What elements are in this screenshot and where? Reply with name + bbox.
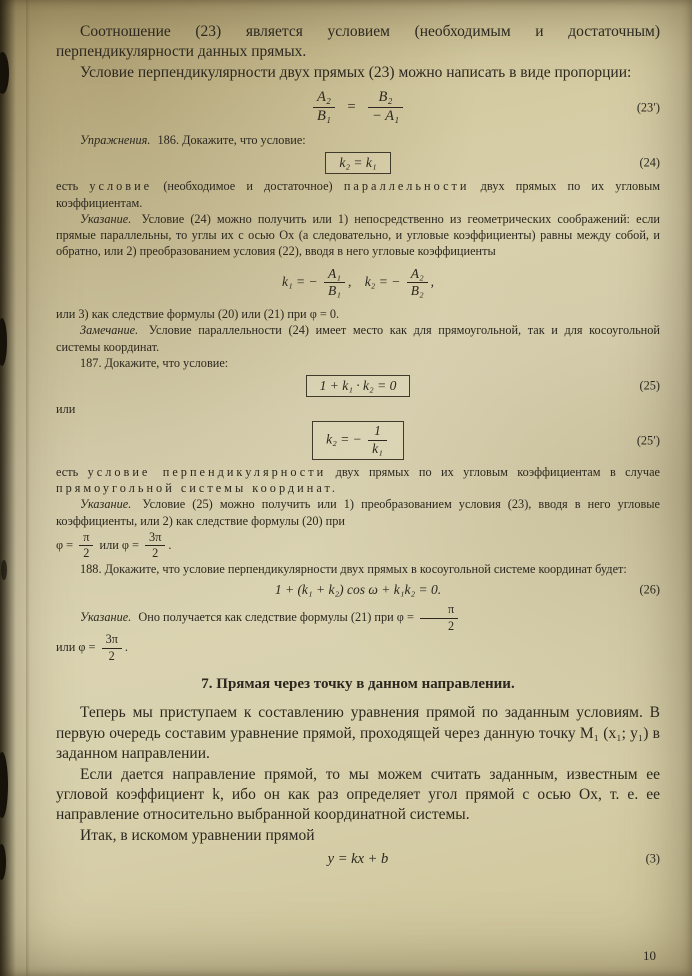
remark-text: Условие параллельности (24) имеет место как для прямоугольной, так и для косоугольной системы координат. <box>56 323 660 354</box>
fraction-denominator: B₁ <box>327 283 341 299</box>
equation-24-body: k₂ = k₁ <box>325 152 390 174</box>
remark-label: Замечание. <box>80 323 139 338</box>
fraction-numerator: 3π <box>102 633 122 649</box>
hint-188-text: Оно получается как следствие формулы (21) при φ = <box>138 609 414 624</box>
section-heading: 7. Прямая через точку в данном направлении. <box>201 676 515 693</box>
hint-187 <box>56 496 660 528</box>
text-run: есть <box>56 465 79 480</box>
fraction-numerator: π <box>420 603 458 619</box>
paragraph-perpendicular-condition <box>56 464 660 496</box>
paragraph-equation-setup: Теперь мы приступаем к составлению уравнения прямой по заданным условиям. В первую очередь составим уравнение прямой, проходящей через данную точку M₁ (x₁; y₁) в заданном направлении. <box>56 704 660 763</box>
phi-equals: φ = <box>56 537 74 552</box>
fraction-numerator: A₂ <box>313 90 335 108</box>
equation-number: (3) <box>645 851 660 866</box>
text-run: есть <box>56 179 79 194</box>
equation-number: (25′) <box>636 433 660 448</box>
fraction-denominator: 2 <box>108 648 115 663</box>
paragraph-case-3: или 3) как следствие формулы (20) или (21) при φ = 0. <box>56 307 340 322</box>
fraction-a2-b2 <box>407 267 428 300</box>
page-number: 10 <box>643 948 656 963</box>
hint-186-text: Условие (24) можно получить или 1) непосредственно из геометрических соображений: если прямые параллельны, то углы их с осью Ох (а следовательно, и угловые коэффициенты) равны между собой, и обратно, или 2) преобразованием условия (22), вводя в него угловые коэффициенты <box>56 211 661 259</box>
exercise-186-intro <box>56 132 660 148</box>
hint-label: Указание. <box>80 609 132 624</box>
hint-188 <box>56 603 660 633</box>
exercise-186-text: 186. Докажите, что условие: <box>157 133 306 148</box>
emphasized-pryamougolnoy-sistemy: прямоугольной системы координат. <box>56 481 339 496</box>
fraction-3pi-2 <box>145 531 165 561</box>
equation-3-body: y = kx + b <box>327 851 389 868</box>
hint-188-continuation <box>56 633 660 663</box>
exercise-187-intro: 187. Докажите, что условие: <box>80 355 229 370</box>
equation-number: (25) <box>639 378 660 393</box>
fraction-numerator: 3π <box>145 531 165 547</box>
fraction-numerator: A₂ <box>407 267 428 284</box>
fraction-denominator: 2 <box>152 546 159 561</box>
equals-sign: = <box>346 99 357 116</box>
exercise-188-intro: 188. Докажите, что условие перпендикулярности двух прямых в косоугольной системе координат будет: <box>80 561 627 576</box>
remark-paragraph <box>56 322 660 354</box>
hint-label: Указание. <box>80 497 132 512</box>
exercises-label: Упражнения. <box>80 133 151 148</box>
emphasized-uslovie: условие <box>89 179 153 194</box>
fraction-pi-2 <box>420 603 458 633</box>
page-fold-line <box>26 0 30 976</box>
fraction-numerator: π <box>79 531 93 547</box>
fraction-denominator: B₁ <box>317 108 331 125</box>
or-phi-equals: или φ = <box>56 640 96 655</box>
text-run: двух прямых по их угловым коэффициентам в случае <box>335 465 660 480</box>
hint-186 <box>56 211 660 260</box>
equation-25-prime <box>56 421 660 460</box>
equation-slopes-body <box>281 265 435 299</box>
equation-26-body: 1 + (k₁ + k₂) cos ω + k₁k₂ = 0. <box>274 582 442 598</box>
equation-26 <box>56 581 660 599</box>
fraction-denominator: 2 <box>448 618 455 633</box>
k1-lhs: k₁ = − <box>281 273 318 289</box>
equation-number: (23′) <box>636 100 660 115</box>
equation-slope-coefficients <box>56 267 660 300</box>
paragraph-parallel-condition <box>56 178 660 210</box>
trailing-comma: , <box>430 273 435 289</box>
paragraph-perpendicularity-condition: Соотношение (23) является условием (необходимым и достаточным) перпендикулярности данных прямых. <box>56 23 660 61</box>
fraction-numerator: 1 <box>368 424 387 441</box>
fraction-denominator: 2 <box>83 546 90 561</box>
emphasized-parallelnost: параллельности <box>343 179 470 194</box>
equation-23-prime <box>56 90 660 125</box>
fraction-pi-2 <box>79 531 93 561</box>
equation-number: (24) <box>639 155 660 170</box>
equation-23-prime-body <box>310 89 406 125</box>
fraction-denominator: − A₁ <box>371 108 399 125</box>
paragraph-sought-equation: Итак, в искомом уравнении прямой <box>80 826 315 844</box>
paragraph-or: или <box>56 402 76 417</box>
or-phi-equals: или φ = <box>99 537 139 552</box>
separator-comma: , <box>347 273 352 289</box>
paragraph-proportion-intro: Условие перпендикулярности двух прямых (23) можно написать в виде пропорции: <box>80 63 632 81</box>
k2-lhs: k₂ = − <box>364 273 401 289</box>
fraction-a1-b1 <box>324 267 345 300</box>
fraction-denominator: B₂ <box>410 283 424 299</box>
fraction-numerator: B₂ <box>368 90 403 108</box>
equation-number: (26) <box>639 582 660 597</box>
paragraph-direction-slope: Если дается направление прямой, то мы можем считать заданным, известным ее угловой коэффициент k, ибо он как раз определяет угол прямой с осью Ох, т. е. ее направление относительно выбранной координатной системы. <box>56 765 660 824</box>
equation-3 <box>56 850 660 868</box>
fraction-3pi-2 <box>102 633 122 663</box>
period: . <box>168 537 172 552</box>
period: . <box>124 640 128 655</box>
k2-lhs: k₂ = − <box>326 431 362 447</box>
scan-artifact <box>1 560 7 580</box>
equation-25-body: 1 + k₁ · k₂ = 0 <box>306 375 411 397</box>
fraction-b2-a1 <box>368 90 403 125</box>
hint-187-text: Условие (25) можно получить или 1) преобразованием условия (23), вводя в него угловые коэффициенты, или 2) как следствие формулы (20) при <box>56 497 660 528</box>
hint-187-phi-line <box>56 531 660 561</box>
fraction-a2-b1 <box>313 90 335 125</box>
text-run: (необходимое и достаточное) <box>163 179 333 194</box>
equation-25-prime-body <box>312 421 404 460</box>
text-run: двух прямых по их угловым коэффициентам. <box>56 179 661 210</box>
equation-24 <box>56 152 660 174</box>
binding-edge <box>0 0 16 976</box>
fraction-1-k1 <box>368 424 387 457</box>
equation-25 <box>56 375 660 397</box>
hint-label: Указание. <box>80 211 132 226</box>
emphasized-uslovie-perpendikulyarnosti: условие перпендикулярности <box>87 465 327 480</box>
fraction-numerator: A₁ <box>324 267 345 284</box>
page-content <box>56 22 660 872</box>
fraction-denominator: k₁ <box>372 441 383 457</box>
